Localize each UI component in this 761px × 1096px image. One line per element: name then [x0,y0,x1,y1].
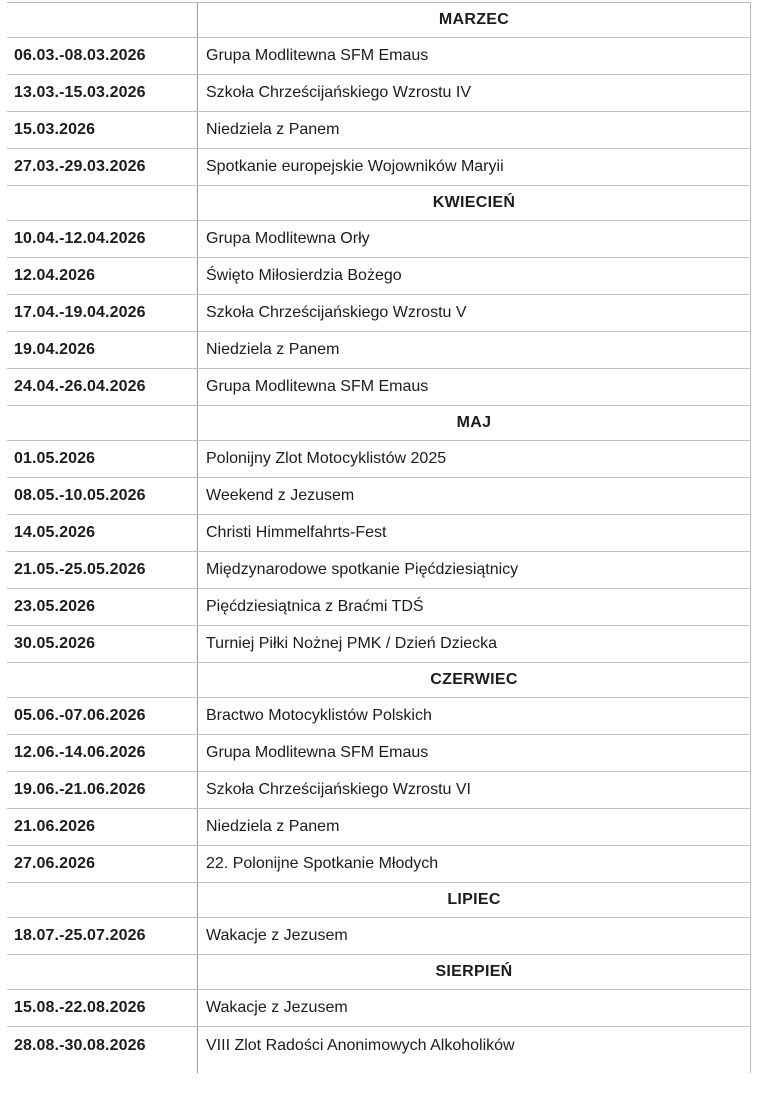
month-header-row [7,883,750,918]
event-row [7,112,750,149]
event-name: Spotkanie europejskie Wojowników Maryii [206,158,504,175]
event-date: 15.08.-22.08.2026 [14,999,146,1016]
event-name: Bractwo Motocyklistów Polskich [206,707,432,724]
event-name: Niedziela z Panem [206,341,340,358]
event-row [7,698,750,735]
event-row [7,149,750,186]
event-date: 06.03.-08.03.2026 [14,47,146,64]
event-name: Grupa Modlitewna SFM Emaus [206,47,429,64]
event-date: 30.05.2026 [14,635,96,652]
month-heading: CZERWIEC [430,671,518,688]
event-name: Weekend z Jezusem [206,487,355,504]
event-date: 24.04.-26.04.2026 [14,378,146,395]
event-name: Turniej Piłki Nożnej PMK / Dzień Dziecka [206,635,498,652]
event-name: Grupa Modlitewna SFM Emaus [206,744,429,761]
event-row [7,552,750,589]
event-date: 05.06.-07.06.2026 [14,707,146,724]
event-row [7,589,750,626]
event-name: Wakacje z Jezusem [206,927,348,944]
event-name: Grupa Modlitewna Orły [206,230,370,247]
event-date: 18.07.-25.07.2026 [14,927,146,944]
event-date: 12.06.-14.06.2026 [14,744,146,761]
event-date: 21.05.-25.05.2026 [14,561,146,578]
event-row [7,515,750,552]
event-name: 22. Polonijne Spotkanie Młodych [206,855,439,872]
event-date: 10.04.-12.04.2026 [14,230,146,247]
event-row [7,772,750,809]
event-schedule-table [7,2,751,1073]
event-row [7,258,750,295]
event-date: 19.06.-21.06.2026 [14,781,146,798]
event-row [7,918,750,955]
event-date: 17.04.-19.04.2026 [14,304,146,321]
event-name: Niedziela z Panem [206,121,340,138]
event-name: Polonijny Zlot Motocyklistów 2025 [206,450,447,467]
event-name: Święto Miłosierdzia Bożego [206,267,402,284]
event-date: 12.04.2026 [14,267,96,284]
event-date: 27.03.-29.03.2026 [14,158,146,175]
event-name: Christi Himmelfahrts-Fest [206,524,387,541]
event-row [7,295,750,332]
event-name: Międzynarodowe spotkanie Pięćdziesiątnicy [206,561,519,578]
event-row [7,735,750,772]
event-date: 21.06.2026 [14,818,96,835]
event-date: 27.06.2026 [14,855,96,872]
event-date: 28.08.-30.08.2026 [14,1036,146,1054]
event-date: 23.05.2026 [14,598,96,615]
event-date: 08.05.-10.05.2026 [14,487,146,504]
month-heading: MARZEC [438,11,510,28]
month-heading: LIPIEC [447,891,501,908]
event-name: Szkoła Chrześcijańskiego Wzrostu V [206,304,467,321]
event-name: Pięćdziesiątnica z Braćmi TDŚ [206,598,424,615]
event-date: 14.05.2026 [14,524,96,541]
event-date: 13.03.-15.03.2026 [14,84,146,101]
month-header-row [7,3,750,38]
month-heading: KWIECIEŃ [432,194,516,211]
month-header-row [7,186,750,221]
month-header-row [7,955,750,990]
event-row [7,369,750,406]
event-row [7,221,750,258]
month-header-row [7,663,750,698]
event-date: 01.05.2026 [14,450,96,467]
event-name: Szkoła Chrześcijańskiego Wzrostu VI [206,781,471,798]
event-date: 19.04.2026 [14,341,96,358]
event-row [7,846,750,883]
event-name: Niedziela z Panem [206,818,340,835]
event-name: Wakacje z Jezusem [206,999,348,1016]
event-name: VIII Zlot Radości Anonimowych Alkoholików [206,1036,515,1054]
event-row [7,809,750,846]
event-row [7,441,750,478]
month-header-row [7,406,750,441]
event-name: Grupa Modlitewna SFM Emaus [206,378,429,395]
event-row [7,990,750,1027]
event-row [7,38,750,75]
event-row [7,626,750,663]
event-row [7,1027,750,1064]
month-heading: MAJ [456,414,492,431]
event-date: 15.03.2026 [14,121,96,138]
event-name: Szkoła Chrześcijańskiego Wzrostu IV [206,84,471,101]
event-row [7,332,750,369]
month-heading: SIERPIEŃ [435,963,513,980]
event-row [7,478,750,515]
event-row [7,75,750,112]
